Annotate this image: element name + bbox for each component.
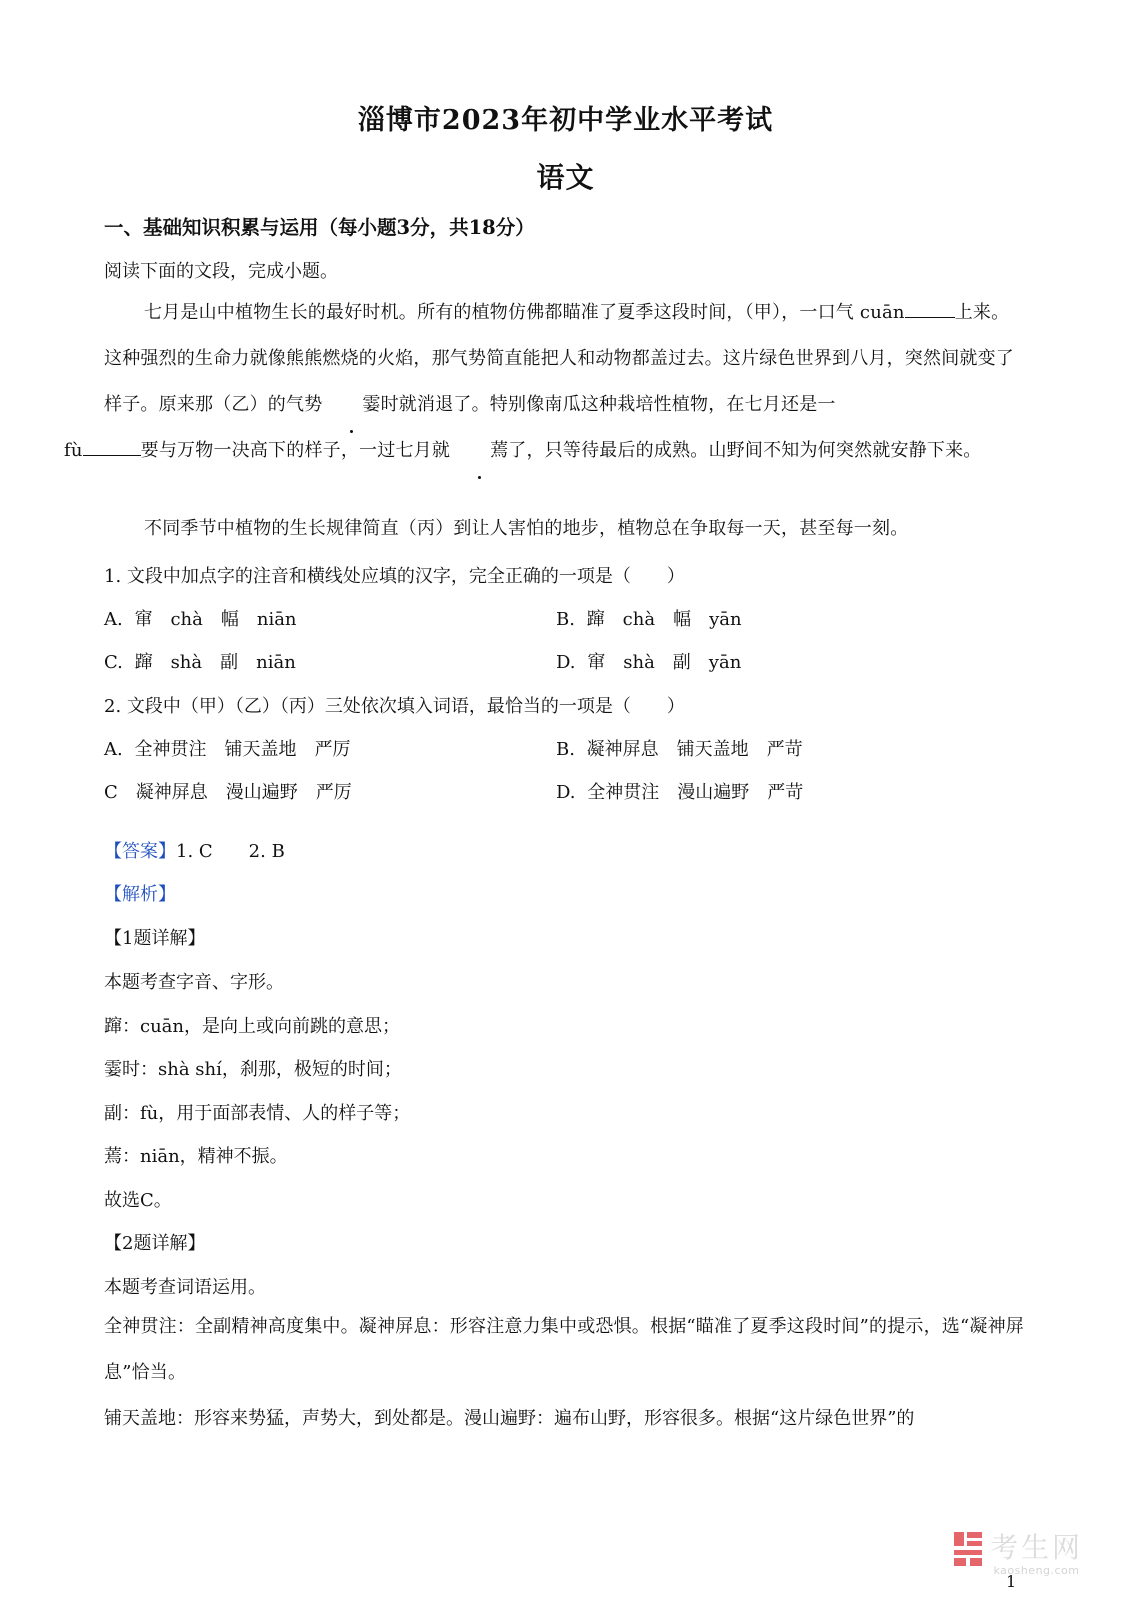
section-heading: 一、基础知识积累与运用（每小题3分，共18分） — [104, 216, 535, 239]
detail-1-line: 蹿：cuān，是向上或向前跳的意思； — [104, 1016, 400, 1037]
passage-paragraph-1 — [64, 290, 1026, 474]
passage-text: 时就消退了。特别像南瓜这种栽培性植物，在七月还是一 — [380, 394, 836, 415]
passage-text: 七月是山中植物生长的最好时机。所有的植物仿佛都瞄准了夏季这段时间，（甲），一口气 cuān — [144, 302, 905, 323]
q1-option-c: C. 蹿 shà 副 niān — [104, 652, 296, 673]
detail-2-paragraph: 全神贯注：全副精神高度集中。凝神屏息：形容注意力集中或恐惧。根据“瞄准了夏季这段时间”的提示，选“凝神屏息”恰当。 — [104, 1316, 1025, 1383]
passage-text: 了，只等待最后的成熟。山野间不知为何突然就安静下来。 — [508, 440, 982, 461]
detail-2-heading: 【2题详解】 — [104, 1233, 206, 1254]
q2-option-c: C 凝神屏息 漫山遍野 严厉 — [104, 782, 352, 803]
detail-1-line: 霎时：shà shí，刹那，极短的时间； — [104, 1059, 402, 1080]
q2-option-d: D. 全神贯注 漫山遍野 严苛 — [556, 782, 804, 803]
analysis-label: 【解析】 — [104, 884, 176, 905]
page-title: 淄博市2023年初中学业水平考试 — [357, 105, 774, 136]
dotted-char-2: 蔫 — [450, 428, 508, 474]
fill-blank-1 — [905, 301, 955, 318]
q1-option-b: B. 蹿 chà 幅 yān — [556, 609, 742, 630]
page-number: 1 — [1006, 1572, 1017, 1591]
detail-1-line: 本题考查字音、字形。 — [104, 972, 284, 993]
question-2-stem: 2. 文段中（甲）（乙）（丙）三处依次填入词语，最恰当的一项是（ ） — [104, 696, 685, 717]
detail-1-line: 故选C。 — [104, 1190, 172, 1211]
answer-line — [104, 837, 285, 863]
answer-label: 【答案】 — [104, 841, 176, 862]
instruction: 阅读下面的文段，完成小题。 — [104, 261, 338, 282]
detail-1-line: 蔫：niān，精神不振。 — [104, 1146, 288, 1167]
subject-title: 语文 — [536, 161, 595, 194]
q1-option-a: A. 窜 chà 幅 niān — [104, 609, 297, 630]
watermark-logo-icon — [954, 1532, 982, 1566]
passage-paragraph-2: 不同季节中植物的生长规律简直（丙）到让人害怕的地步，植物总在争取每一天，甚至每一刻。 — [144, 518, 909, 539]
watermark-name: 考生网 — [989, 1531, 1083, 1564]
q2-option-a: A. 全神贯注 铺天盖地 严厉 — [104, 739, 351, 760]
passage-text: 要与万物一决高下的样子，一过七月就 — [140, 440, 451, 461]
detail-1-heading: 【1题详解】 — [104, 928, 206, 949]
detail-2-line: 铺天盖地：形容来势猛，声势大，到处都是。漫山遍野：遍布山野，形容很多。根据“这片绿色世界”的 — [104, 1408, 915, 1429]
detail-2-line: 本题考查词语运用。 — [104, 1277, 266, 1298]
dotted-char-1: 霎 — [322, 382, 380, 428]
passage-text: 上来。这种强烈的生命力就像熊熊燃烧的火焰，那气势简直能把人和动物都盖过去。这片绿色世界到八月，突然间就变了样子。原来那（乙）的气势 — [104, 302, 1014, 415]
watermark — [954, 1532, 1083, 1577]
question-1-stem: 1. 文段中加点字的注音和横线处应填的汉字，完全正确的一项是（ ） — [104, 566, 685, 587]
answer-values: 1. C 2. B — [176, 841, 285, 862]
fill-blank-2 — [83, 439, 141, 456]
passage-text: fù — [64, 440, 83, 461]
q1-option-d: D. 窜 shà 副 yān — [556, 652, 742, 673]
q2-option-b: B. 凝神屏息 铺天盖地 严苛 — [556, 739, 803, 760]
watermark-url: kaosheng.com — [993, 1564, 1080, 1577]
detail-1-line: 副：fù，用于面部表情、人的样子等； — [104, 1103, 411, 1124]
